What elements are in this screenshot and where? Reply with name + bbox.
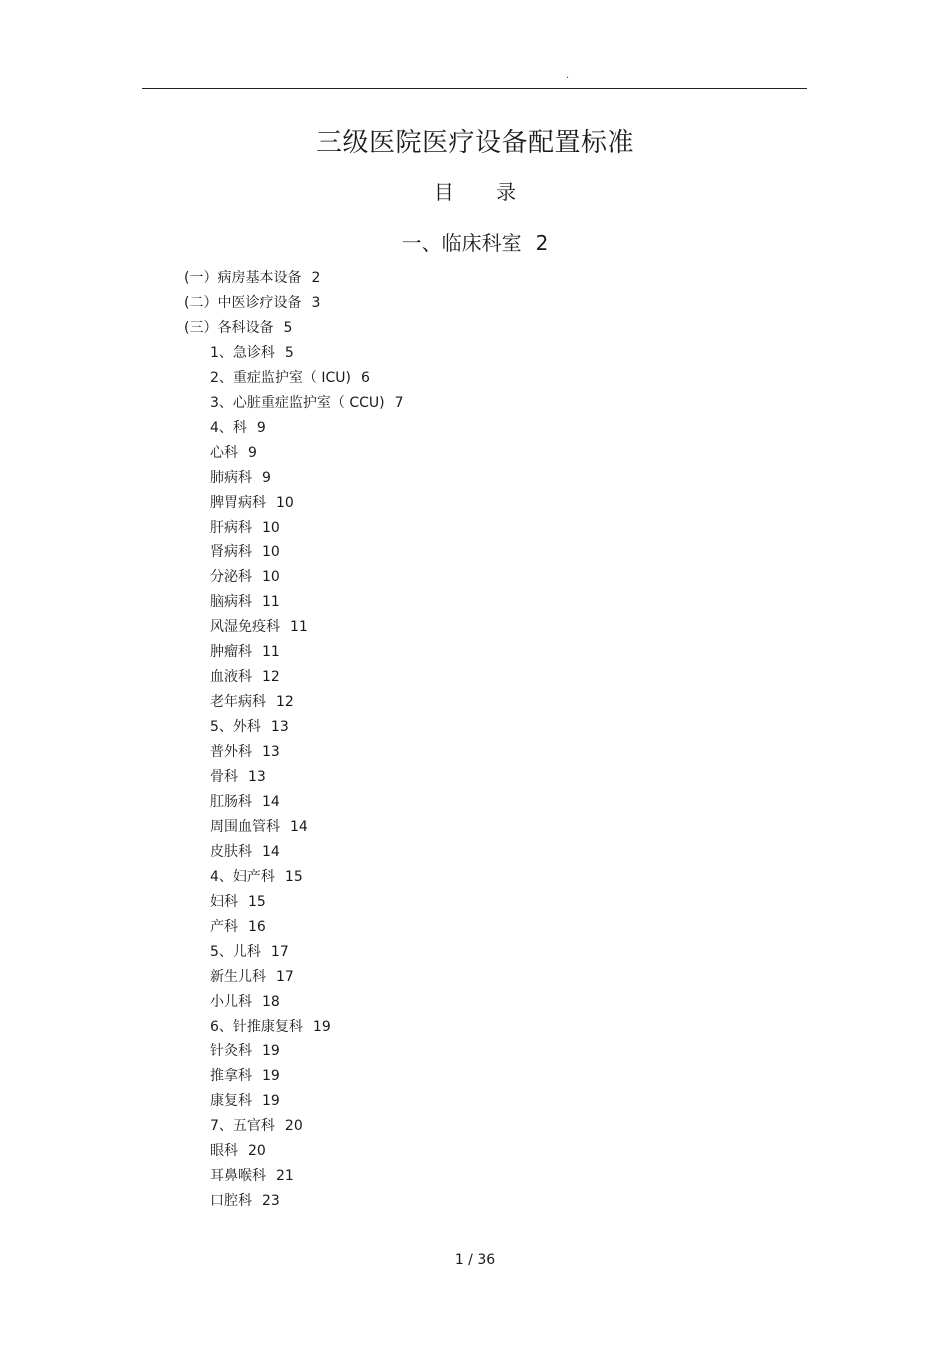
toc-entry[interactable] bbox=[210, 1114, 303, 1138]
toc-entry-page: 10 bbox=[276, 494, 294, 511]
toc-entry[interactable] bbox=[210, 466, 271, 490]
toc-entry-text: 风湿免疫科 bbox=[210, 619, 280, 636]
toc-entry-text: 眼科 bbox=[210, 1143, 238, 1160]
toc-entry-text: 分泌科 bbox=[210, 569, 252, 586]
toc-entry[interactable] bbox=[210, 690, 294, 714]
toc-entry-page: 16 bbox=[248, 918, 266, 935]
toc-entry[interactable] bbox=[210, 416, 266, 440]
toc-entry[interactable] bbox=[210, 615, 308, 639]
toc-entry[interactable] bbox=[210, 1064, 280, 1088]
toc-entry-text: 口腔科 bbox=[210, 1193, 252, 1210]
toc-entry-text: 肿瘤科 bbox=[210, 644, 252, 661]
toc-entry-text: 4、科 bbox=[210, 419, 247, 436]
toc-entry-text: 普外科 bbox=[210, 744, 252, 761]
toc-entry-page: 14 bbox=[262, 793, 280, 810]
toc-entry-page: 14 bbox=[262, 843, 280, 860]
toc-entry[interactable] bbox=[210, 590, 280, 614]
toc-entry-text: 1、急诊科 bbox=[210, 344, 275, 361]
toc-entry-text: 6、针推康复科 bbox=[210, 1018, 303, 1035]
toc-entry-text: 康复科 bbox=[210, 1093, 252, 1110]
toc-entry[interactable] bbox=[210, 640, 280, 664]
toc-entry-page: 11 bbox=[290, 619, 308, 636]
toc-entry-text: 产科 bbox=[210, 918, 238, 935]
toc-entry[interactable] bbox=[210, 366, 370, 390]
section-title-page: 2 bbox=[535, 231, 549, 255]
toc-entry-text: 推拿科 bbox=[210, 1068, 252, 1085]
toc-entry[interactable] bbox=[210, 915, 266, 939]
toc-entry[interactable] bbox=[210, 1015, 331, 1039]
toc-entry-page: 20 bbox=[284, 1118, 303, 1135]
toc-entry[interactable] bbox=[210, 341, 294, 365]
toc-entry[interactable] bbox=[184, 291, 320, 315]
toc-entry-page: 21 bbox=[276, 1168, 294, 1185]
toc-entry-text: 血液科 bbox=[210, 669, 252, 686]
toc-entry-text: 骨科 bbox=[210, 769, 238, 785]
toc-entry-page: 19 bbox=[312, 1018, 331, 1035]
toc-entry[interactable] bbox=[210, 965, 294, 989]
toc-entry-page: 13 bbox=[270, 719, 289, 736]
toc-entry-text: (三）各科设备 bbox=[184, 319, 274, 336]
toc-entry-page: 12 bbox=[276, 694, 294, 711]
toc-entry-page: 15 bbox=[284, 868, 303, 885]
toc-entry[interactable] bbox=[210, 665, 280, 689]
toc-entry-text: 肾病科 bbox=[210, 544, 252, 561]
toc-entry-page: 6 bbox=[360, 369, 370, 386]
toc-entry-page: 10 bbox=[262, 519, 280, 536]
toc-entry-page: 9 bbox=[256, 419, 266, 436]
toc-entry[interactable] bbox=[210, 840, 280, 864]
toc-entry[interactable] bbox=[210, 441, 257, 465]
toc-entry-page: 19 bbox=[262, 1093, 280, 1110]
toc-entry[interactable] bbox=[210, 1039, 280, 1063]
toc-entry[interactable] bbox=[210, 990, 280, 1014]
toc-entry-page: 13 bbox=[262, 744, 280, 761]
toc-entry-text: 周围血管科 bbox=[210, 818, 280, 835]
page-indicator: 1 / 36 bbox=[454, 1252, 496, 1268]
toc-entry-text: 5、外科 bbox=[210, 719, 261, 736]
section-title-label: 一、临床科室 bbox=[401, 231, 522, 255]
toc-entry[interactable] bbox=[210, 1089, 280, 1113]
header-dot: . bbox=[566, 70, 570, 81]
document-title: 三级医院医疗设备配置标准 bbox=[315, 128, 634, 158]
toc-entry[interactable] bbox=[210, 715, 289, 739]
toc-entry-text: 新生儿科 bbox=[210, 968, 266, 985]
toc-entry-page: 9 bbox=[262, 469, 271, 486]
toc-entry-text: 肺病科 bbox=[210, 469, 252, 486]
toc-entry-text: 脑病科 bbox=[210, 594, 252, 611]
toc-entry-page: 5 bbox=[283, 319, 293, 336]
toc-entry-page: 14 bbox=[290, 818, 308, 835]
toc-entry[interactable] bbox=[210, 765, 266, 789]
header-rule bbox=[142, 88, 807, 89]
toc-entry-page: 17 bbox=[276, 968, 294, 985]
toc-entry[interactable] bbox=[210, 516, 280, 540]
toc-entry[interactable] bbox=[210, 940, 289, 964]
toc-entry-text: 4、妇产科 bbox=[210, 868, 275, 885]
toc-entry-page: 18 bbox=[262, 993, 280, 1010]
toc-entry-page: 11 bbox=[262, 644, 280, 661]
toc-entry-page: 15 bbox=[248, 893, 266, 910]
toc-entry-text: 心科 bbox=[210, 444, 238, 461]
toc-entry-page: 5 bbox=[284, 344, 294, 361]
toc-entry-text: (二）中医诊疗设备 bbox=[184, 294, 302, 311]
toc-entry-text: 小儿科 bbox=[210, 993, 252, 1010]
toc-entry-text: (一）病房基本设备 bbox=[184, 270, 302, 286]
toc-entry-page: 10 bbox=[262, 544, 280, 561]
toc-entry-text: 5、儿科 bbox=[210, 943, 261, 960]
toc-entry-text: 妇科 bbox=[210, 893, 238, 910]
toc-entry-page: 11 bbox=[262, 594, 280, 611]
toc-entry-text: 老年病科 bbox=[210, 694, 266, 711]
toc-entry-text: 2、重症监护室（ ICU) bbox=[210, 369, 351, 386]
toc-heading: 目 录 bbox=[433, 180, 517, 204]
section-title bbox=[0, 229, 950, 257]
toc-entry-page: 2 bbox=[311, 270, 321, 286]
toc-entry-page: 17 bbox=[270, 943, 289, 960]
toc-entry[interactable] bbox=[184, 316, 292, 340]
toc-entry-page: 19 bbox=[262, 1068, 280, 1085]
toc-entry-page: 3 bbox=[311, 294, 321, 311]
toc-entry[interactable] bbox=[210, 491, 294, 515]
toc-entry[interactable] bbox=[210, 540, 280, 564]
toc-entry-page: 19 bbox=[262, 1043, 280, 1060]
toc-entry[interactable] bbox=[210, 565, 280, 589]
toc-entry-text: 针灸科 bbox=[210, 1043, 252, 1060]
toc-entry[interactable] bbox=[210, 815, 308, 839]
toc-entry[interactable] bbox=[210, 391, 404, 415]
toc-entry-text: 脾胃病科 bbox=[210, 494, 266, 511]
toc-entry-page: 12 bbox=[262, 669, 280, 686]
toc-entry-text: 7、五官科 bbox=[210, 1118, 275, 1135]
toc-entry-page: 13 bbox=[248, 769, 266, 785]
toc-entry-text: 3、心脏重症监护室（ CCU) bbox=[210, 394, 385, 411]
toc-entry[interactable] bbox=[210, 1164, 294, 1188]
toc-entry-text: 肛肠科 bbox=[210, 793, 252, 810]
toc-entry[interactable] bbox=[210, 740, 280, 764]
toc-entry[interactable] bbox=[210, 790, 280, 814]
toc-entry-page: 20 bbox=[248, 1143, 266, 1160]
toc-entry-text: 皮肤科 bbox=[210, 843, 252, 860]
toc-entry-page: 23 bbox=[262, 1193, 280, 1210]
toc-entry[interactable] bbox=[210, 1189, 280, 1213]
toc-entry-text: 耳鼻喉科 bbox=[210, 1168, 266, 1185]
toc-entry-page: 7 bbox=[394, 394, 404, 411]
toc-entry[interactable] bbox=[210, 890, 266, 914]
toc-entry-page: 10 bbox=[262, 569, 280, 586]
toc-entry-text: 肝病科 bbox=[210, 519, 252, 536]
toc-entry[interactable] bbox=[184, 266, 320, 290]
toc-entry-page: 9 bbox=[248, 444, 257, 461]
toc-entry[interactable] bbox=[210, 865, 303, 889]
toc-entry[interactable] bbox=[210, 1139, 266, 1163]
